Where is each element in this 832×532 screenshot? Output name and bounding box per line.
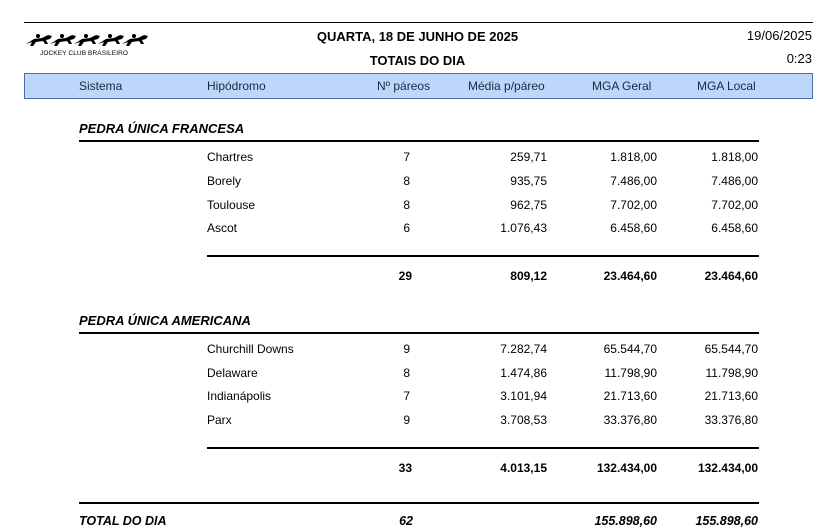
cell-hipodromo: Indianápolis	[207, 389, 272, 403]
cell-mga-geral: 33.376,80	[603, 413, 657, 427]
cell-pareos: 9	[403, 413, 410, 427]
cell-mga-geral: 7.702,00	[610, 198, 657, 212]
subtotal-mga-local: 23.464,60	[704, 269, 758, 283]
print-date: 19/06/2025	[746, 28, 812, 43]
cell-pareos: 7	[403, 150, 410, 164]
subtotal-mga-geral: 132.434,00	[596, 461, 657, 475]
cell-media: 259,71	[510, 150, 547, 164]
cell-mga-local: 33.376,80	[704, 413, 758, 427]
cell-pareos: 8	[403, 366, 410, 380]
cell-media: 1.076,43	[500, 221, 547, 235]
subtotal-rule	[207, 255, 759, 257]
subtotal-pareos: 33	[398, 461, 412, 475]
racing-horses-icon	[24, 30, 150, 50]
cell-hipodromo: Toulouse	[207, 198, 256, 212]
cell-mga-geral: 7.486,00	[610, 174, 657, 188]
header-top-rule	[24, 22, 813, 23]
cell-mga-geral: 65.544,70	[603, 342, 657, 356]
column-mga-geral: MGA Geral	[592, 79, 652, 93]
print-time: 0:23	[786, 51, 812, 66]
cell-mga-geral: 6.458,60	[610, 221, 657, 235]
column-media: Média p/páreo	[468, 79, 545, 93]
subtotal-rule	[207, 447, 759, 449]
grand-total-label: TOTAL DO DIA	[79, 514, 167, 528]
cell-mga-geral: 21.713,60	[603, 389, 657, 403]
cell-media: 962,75	[510, 198, 547, 212]
cell-mga-local: 21.713,60	[704, 389, 758, 403]
subtotal-pareos: 29	[398, 269, 412, 283]
grand-total-mga-geral: 155.898,60	[594, 514, 657, 528]
subtotal-media: 4.013,15	[500, 461, 547, 475]
cell-mga-local: 1.818,00	[711, 150, 758, 164]
column-pareos: Nº páreos	[377, 79, 431, 93]
subtotal-mga-local: 132.434,00	[697, 461, 758, 475]
column-mga-local: MGA Local	[697, 79, 756, 93]
cell-media: 3.101,94	[500, 389, 547, 403]
cell-media: 935,75	[510, 174, 547, 188]
subtotal-media: 809,12	[510, 269, 547, 283]
cell-mga-local: 65.544,70	[704, 342, 758, 356]
section-title: PEDRA ÚNICA AMERICANA	[79, 313, 251, 328]
logo-text: JOCKEY CLUB BRASILEIRO	[40, 50, 129, 57]
report-date-title: QUARTA, 18 DE JUNHO DE 2025	[316, 29, 519, 44]
section-title: PEDRA ÚNICA FRANCESA	[79, 121, 245, 136]
cell-media: 3.708,53	[500, 413, 547, 427]
cell-hipodromo: Churchill Downs	[207, 342, 294, 356]
cell-hipodromo: Delaware	[207, 366, 258, 380]
cell-mga-geral: 1.818,00	[610, 150, 657, 164]
subtotal-mga-geral: 23.464,60	[603, 269, 657, 283]
grand-total-pareos: 62	[399, 514, 413, 528]
cell-hipodromo: Ascot	[207, 221, 238, 235]
column-sistema: Sistema	[79, 79, 123, 93]
jockey-club-logo	[24, 30, 150, 60]
cell-pareos: 6	[403, 221, 410, 235]
column-header-bar	[24, 73, 813, 99]
cell-pareos: 8	[403, 198, 410, 212]
section-rule	[79, 140, 759, 142]
report-subtitle: TOTAIS DO DIA	[369, 53, 466, 68]
cell-mga-local: 7.702,00	[711, 198, 758, 212]
cell-pareos: 7	[403, 389, 410, 403]
section-rule	[79, 332, 759, 334]
grand-total-rule	[79, 502, 759, 504]
cell-media: 1.474,86	[500, 366, 547, 380]
cell-mga-geral: 11.798,90	[604, 366, 657, 380]
grand-total-mga-local: 155.898,60	[695, 514, 758, 528]
cell-hipodromo: Borely	[207, 174, 242, 188]
cell-pareos: 8	[403, 174, 410, 188]
cell-hipodromo: Parx	[207, 413, 232, 427]
cell-media: 7.282,74	[500, 342, 547, 356]
cell-mga-local: 6.458,60	[711, 221, 758, 235]
cell-mga-local: 11.798,90	[705, 366, 758, 380]
column-hipodromo: Hipódromo	[207, 79, 266, 93]
cell-mga-local: 7.486,00	[711, 174, 758, 188]
cell-pareos: 9	[403, 342, 410, 356]
cell-hipodromo: Chartres	[207, 150, 254, 164]
